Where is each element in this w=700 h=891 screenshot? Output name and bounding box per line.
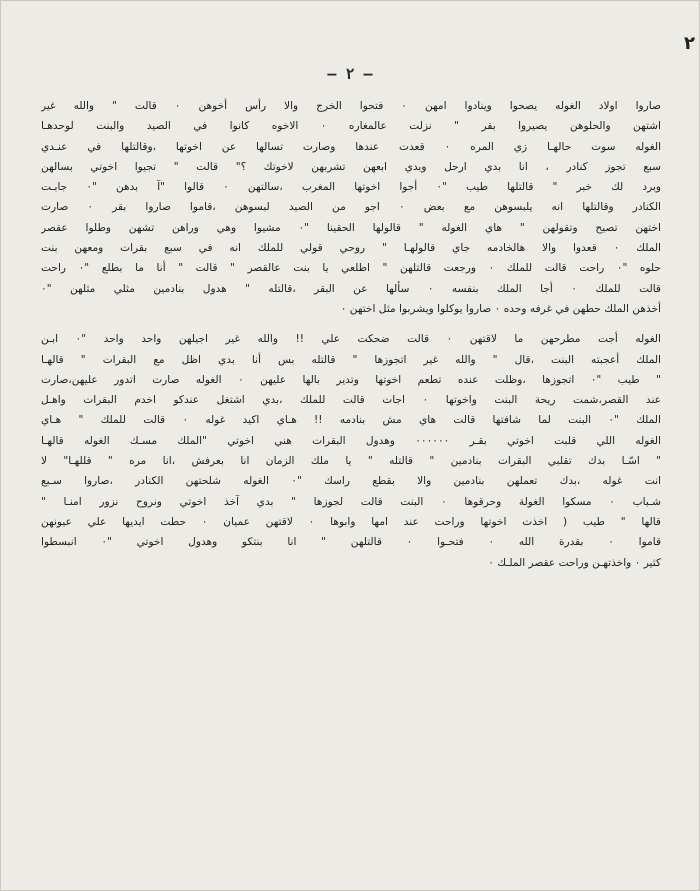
text-line: شـباب ٠ مسكوا الغولة وحرقوها ٠ البنت قالت لجوزها " بدي آخذ اخوتي ونروح نزور امنـا " [41,495,661,508]
text-line: الملك أعجبته البنت ،قال " والله غير اتجوزها " قالتله بس أنا بدي اظل مع البقرات " قالهـا [41,353,661,366]
text-line: الغوله أجت مطرحهن ما لاقتهن ٠ قالت ضحكت علي !! والله غير اجيلهن واحد واحد "٠ ابـن [41,333,661,346]
text-line: عند القصر،شمت ريحة البنت واخوتها ٠ اجات قالت للملك ،بدي اشتغل عندكو اخدم البقرات واهـل [41,394,661,407]
text-line: قالت للملك ٠ أجا الملك بنفسه ٠ سألها عن البقر ،قالتله " هدول بنادمين مثلي مثلهن "٠ [41,282,661,295]
text-line: وبرد لك خبر " قالتلها طيب "٠ أجوا اخوتها المغرب ،سالتهن ٠ قالوا "آ بدهن "٠ جابـت [41,181,661,194]
text-line: حلوه "٠ راحت قالت للملك ٠ ورجعت قالتلهن " اطلعي يا بنت عالقصر " قالت " أنا ما بطلع "٠ راحت [41,262,661,275]
text-line: الملك ٠ قعدوا والا هالخادمه جاي قالولهـا " روحي قولي للملك انه في سبع بقرات ومعهن بنت [41,242,661,255]
text-line: الملك "٠ البنت لما شافتها قالت هاي مش بنادمه !! هـاي اكيد غوله ٠ قالت للملك " هـاي [41,414,661,427]
paragraph-2 [41,329,661,573]
text-line: كثير ٠ واخذتهـن وراحت عقصر الملـك ٠ [488,556,661,569]
text-line: اختهن تصيح وتقولهن " هاي الغوله " قالولها الحقينا "٠ مشيوا وهي وراهن تشهن وطلوا عقصر [41,221,661,234]
text-line: الغوله سوت حالهـا زي المره ٠ قعدت عندها وصارت تسالها عن اخوتها ،وقالتلها في عنـدي [41,140,661,153]
text-line: صاروا اولاد الغوله يصحوا وينادوا امهن ٠ فتحوا الخرج والا رأس أخوهن ٠ قالت " والله غير [41,100,661,112]
text-line: سبع تجوز كنادر ، انا بدي ارحل وبدي ابعهن تشربهن لاخوتك ؟" قالت " تجيوا اخوتي بسالهن [41,160,661,173]
text-line: " طيب "٠ اتجوزها ،وظلت عنده تطعم اخوتها وتدير بالها عليهن ٠ الغوله صارت اتدور عليهن،صارت [41,373,661,386]
paragraph-1 [41,96,661,319]
corner-page-mark: ٢ [684,33,695,54]
text-line: قالها " طيب ( اخذت اخوتها وراحت عند امها وابوها ٠ لاقتهن عميان ٠ حطت ايديها علي عيونهن [41,515,661,528]
text-line: الغوله اللي قلبت اخوتي بقـر ٠٠٠٠٠٠ وهدول البقرات هني اخوتي "الملك مسـك الغوله قالهـا [41,434,661,447]
text-line: " اسّـا بدك تقلبي البقرات بنادمين " قالتله " يا ملك الزمان انا بعرفش ،انا مره " قللهـا" لا [41,455,661,468]
text-line: أخذهن الملك حطهن في غرفه وحده ٠ صاروا يوكلوا ويشربوا مثل اختهن ٠ [340,302,661,315]
text-line: الكنادر وقالتلها انه يلبسوهن مع بعض ٠ اجو من الصيد لبسوهن ،قاموا صاروا بقر ٠ صارت [41,201,661,214]
text-line: اشتهن والحلوهن يصيروا بقر " نزلت عالمغاره ٠ الاخوه كانوا في الصيد والبنت لوحدهـا [41,120,661,133]
page-number: — ٢ — [327,65,373,83]
text-line: قاموا ٠ بقدرة الله ٠ فتحـوا ٠ قالتلهن " انا بنتكو وهدول اخوتي "٠ انبسطوا [41,536,661,549]
document-body [41,96,661,573]
text-line: انت غوله ،بدك تعملهن بنادمين والا بقطع راسك "٠ الغوله شلحتهن الكنادر ،صاروا سـبع [41,475,661,488]
